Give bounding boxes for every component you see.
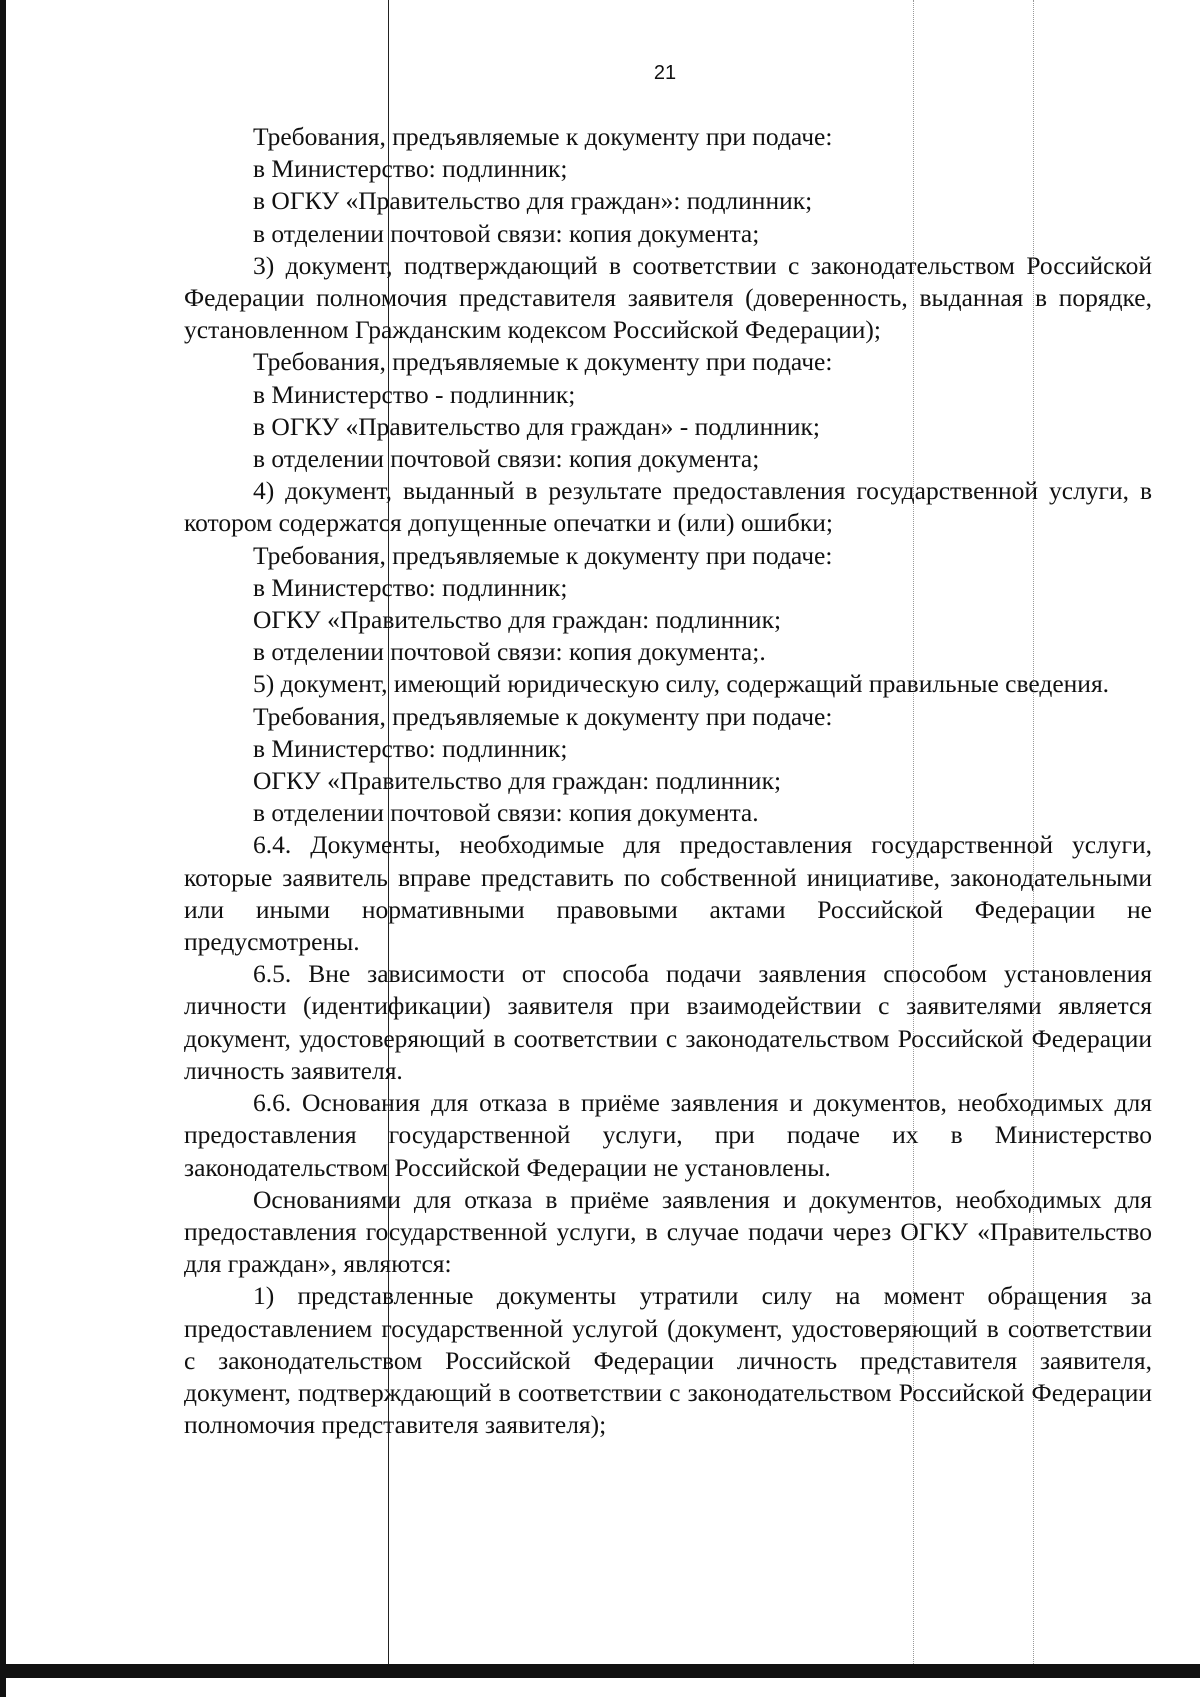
paragraph: 6.6. Основания для отказа в приёме заявления и документов, необходимых для предоставления государственной услуги, при подаче их в Министерство законодательством Российской Федерации не установлены. — [184, 1088, 1152, 1182]
paragraph: в отделении почтовой связи: копия документа; — [253, 444, 760, 474]
paragraph: ОГКУ «Правительство для граждан: подлинник; — [253, 605, 782, 635]
paragraph: в Министерство: подлинник; — [253, 154, 568, 184]
scan-border-bottom — [0, 1664, 1200, 1678]
paragraph: в ОГКУ «Правительство для граждан» - подлинник; — [253, 411, 820, 441]
paragraph: 6.4. Документы, необходимые для предоставления государственной услуги, которые заявитель вправе представить по собственной инициативе, законодательными или иными нормативными правовыми актами Российской Федерации не предусмотрены. — [184, 830, 1152, 957]
paragraph: в ОГКУ «Правительство для граждан»: подлинник; — [253, 186, 813, 216]
paragraph: Требования, предъявляемые к документу при подаче: — [253, 122, 833, 151]
paragraph: в отделении почтовой связи: копия документа; — [253, 218, 760, 248]
paragraph: Основаниями для отказа в приёме заявления и документов, необходимых для предоставления государственной услуги, в случае подачи через ОГКУ «Правительство для граждан», являются: — [184, 1184, 1152, 1279]
paragraph: в Министерство: подлинник; — [253, 572, 568, 602]
paragraph: Требования, предъявляемые к документу при подаче: — [253, 701, 833, 731]
paragraph: Требования, предъявляемые к документу при подаче: — [253, 540, 833, 570]
paragraph: 4) документ, выданный в результате предоставления государственной услуги, в котором содержатся допущенные опечатки и (или) ошибки; — [184, 476, 1152, 538]
paragraph: в Министерство - подлинник; — [253, 379, 576, 409]
paragraph: в Министерство: подлинник; — [253, 733, 568, 763]
paragraph: в отделении почтовой связи: копия документа. — [253, 798, 759, 828]
scan-border-left — [0, 0, 6, 1697]
paragraph: Требования, предъявляемые к документу при подаче: — [253, 347, 833, 377]
paragraph: 1) представленные документы утратили силу на момент обращения за предоставлением государственной услугой (документ, удостоверяющий в соответствии с законодательством Российской Федерации личность представителя заявителя, документ, подтверждающий в соответствии с законодательством Российской Федерации полномочия представителя заявителя); — [184, 1281, 1152, 1440]
document-body — [184, 121, 1152, 1441]
paragraph: 6.5. Вне зависимости от способа подачи заявления способом установления личности (идентификации) заявителя при взаимодействии с заявителями является документ, удостоверяющий в соответствии с законодательством Российской Федерации личность заявителя. — [184, 959, 1152, 1085]
paragraph: 5) документ, имеющий юридическую силу, содержащий правильные сведения. — [253, 669, 1110, 699]
paragraph: ОГКУ «Правительство для граждан: подлинник; — [253, 766, 782, 796]
paragraph: 3) документ, подтверждающий в соответствии с законодательством Российской Федерации полномочия представителя заявителя (доверенность, выданная в порядке, установленном Гражданским кодексом Российской Федерации); — [184, 250, 1152, 345]
page-number: 21 — [653, 62, 677, 84]
paragraph: в отделении почтовой связи: копия документа;. — [253, 637, 766, 667]
